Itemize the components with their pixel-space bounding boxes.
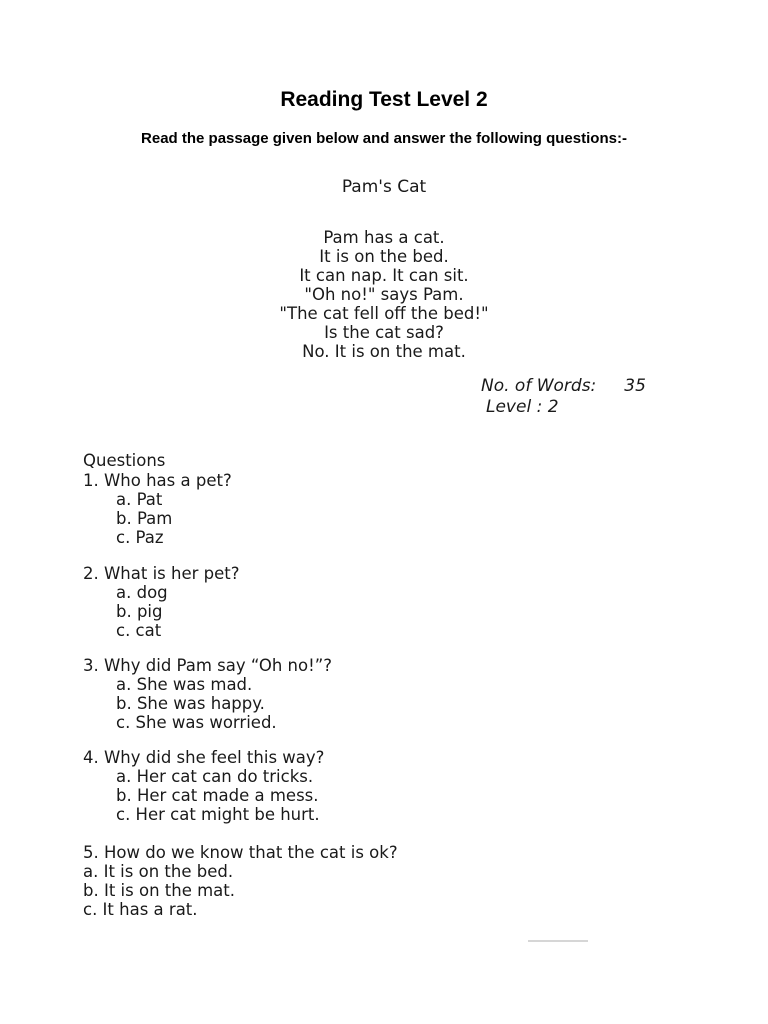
answer-option: a. She was mad. — [116, 675, 253, 694]
story-passage — [0, 228, 768, 361]
question-text: 2. What is her pet? — [83, 564, 240, 583]
answer-option: c. Her cat might be hurt. — [116, 805, 320, 824]
question-4 — [83, 748, 324, 824]
question-text: 3. Why did Pam say “Oh no!”? — [83, 656, 333, 675]
passage-line: No. It is on the mat. — [302, 342, 466, 361]
answer-option: a. It is on the bed. — [83, 862, 234, 881]
passage-line: Pam has a cat. — [323, 228, 445, 247]
question-2 — [83, 564, 240, 640]
word-count-label: No. of Words: — [481, 376, 597, 396]
question-1 — [83, 471, 232, 547]
answer-option: b. She was happy. — [116, 694, 265, 713]
passage-line: "The cat fell off the bed!" — [279, 304, 489, 323]
answer-option: b. Her cat made a mess. — [116, 786, 319, 805]
story-title: Pam's Cat — [341, 177, 427, 197]
passage-line: "Oh no!" says Pam. — [304, 285, 464, 304]
answer-option: b. Pam — [116, 509, 173, 528]
passage-line: It can nap. It can sit. — [299, 266, 469, 285]
answer-option: a. Her cat can do tricks. — [116, 767, 314, 786]
answer-option: a. Pat — [116, 490, 163, 509]
page-title: Reading Test Level 2 — [280, 88, 488, 111]
passage-line: It is on the bed. — [319, 247, 449, 266]
question-text: 5. How do we know that the cat is ok? — [83, 843, 398, 862]
answer-option: c. It has a rat. — [83, 900, 198, 919]
answer-option: b. It is on the mat. — [83, 881, 235, 900]
answer-option: c. cat — [116, 621, 162, 640]
question-3 — [83, 656, 332, 732]
level-label: Level : 2 — [486, 397, 559, 417]
word-count-value: 35 — [624, 376, 646, 396]
passage-line: Is the cat sad? — [324, 323, 444, 342]
question-text: 4. Why did she feel this way? — [83, 748, 325, 767]
scan-smudge — [528, 940, 588, 942]
answer-option: b. pig — [116, 602, 163, 621]
answer-option: c. Paz — [116, 528, 164, 547]
instruction-text: Read the passage given below and answer the following questions:- — [141, 130, 627, 147]
passage-meta — [481, 376, 646, 418]
word-count-row — [481, 376, 646, 396]
question-5 — [83, 843, 398, 919]
questions-heading: Questions — [83, 451, 166, 470]
question-text: 1. Who has a pet? — [83, 471, 232, 490]
answer-option: a. dog — [116, 583, 168, 602]
answer-option: c. She was worried. — [116, 713, 277, 732]
